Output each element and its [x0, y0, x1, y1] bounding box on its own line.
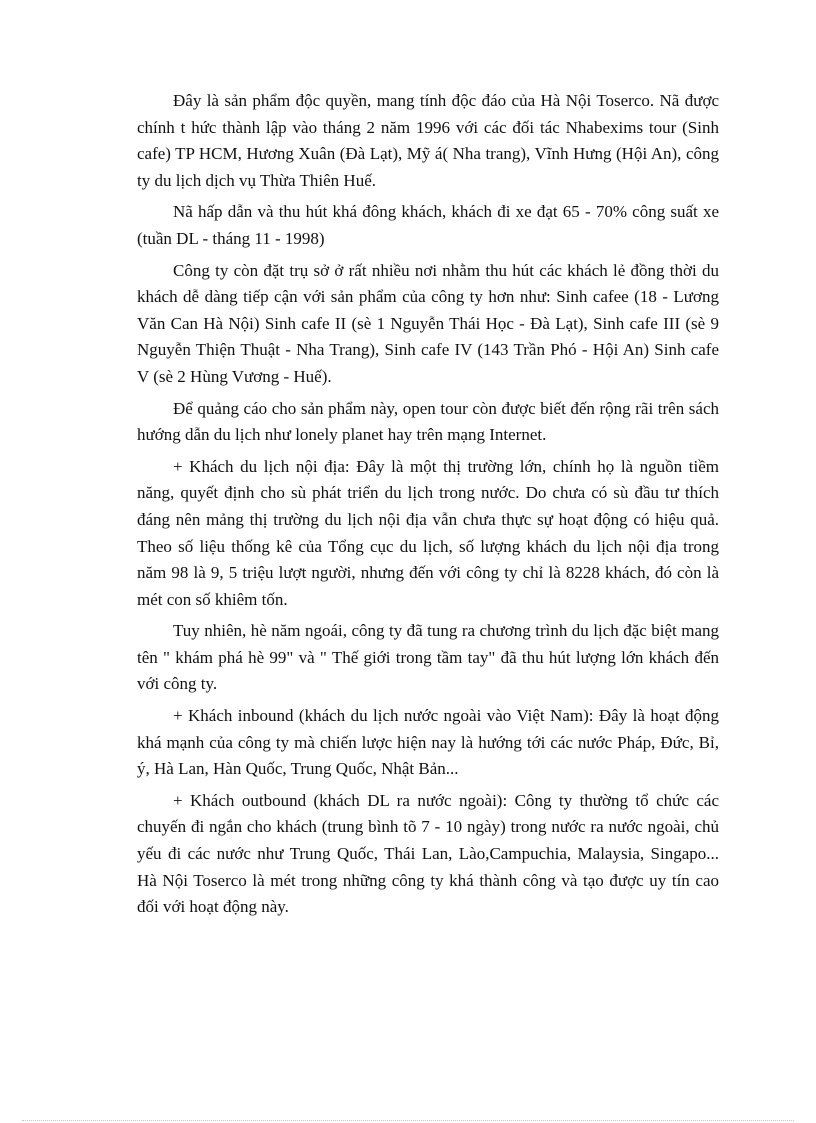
paragraph: Để quảng cáo cho sản phẩm này, open tour còn được biết đến rộng rãi trên sách hướng dẫn du lịch như lonely planet hay trên mạng Internet.: [137, 398, 719, 445]
paragraph: + Khách du lịch nội địa: Đây là một thị trường lớn, chính họ là nguồn tiềm năng, quyết định cho sù phát triển du lịch trong nước. Do chưa có sù đầu tư thích đáng nên mảng thị trường du lịch nội địa vẫn chưa thực sự hoạt động có hiệu quả. Theo số liệu thống kê của Tổng cục du lịch, số lượng khách du lịch nội địa trong năm 98 là 9, 5 triệu lượt người, nhưng đến với công ty chỉ là 8228 khách, đó còn là mét con số khiêm tốn.: [137, 456, 719, 609]
paragraph: Nã hấp dẫn và thu hút khá đông khách, khách đi xe đạt 65 - 70% công suất xe (tuần DL - tháng 11 - 1998): [137, 202, 719, 248]
paragraph: Tuy nhiên, hè năm ngoái, công ty đã tung ra chương trình du lịch đặc biệt mang tên " khám phá hè 99" và " Thế giới trong tầm tay" đã thu hút lượng lớn khách đến với công ty.: [137, 621, 719, 694]
paragraph: + Khách inbound (khách du lịch nước ngoài vào Việt Nam): Đây là hoạt động khá mạnh của công ty mà chiến lược hiện nay là hướng tới các nước Pháp, Đức, Bỉ, ý, Hà Lan, Hàn Quốc, Trung Quốc, Nhật Bản...: [137, 706, 719, 779]
paragraph: Đây là sản phẩm độc quyền, mang tính độc đáo của Hà Nội Toserco. Nã được chính t hức thành lập vào tháng 2 năm 1996 với các đối tác Nhabexims tour (Sinh cafe) TP HCM, Hương Xuân (Đà Lạt), Mỹ á( Nha trang), Vĩnh Hưng (Hội An), công ty du lịch dịch vụ Thừa Thiên Huế.: [137, 91, 719, 190]
paragraph: + Khách outbound (khách DL ra nước ngoài): Công ty thường tổ chức các chuyến đi ngắn cho khách (trung bình tõ 7 - 10 ngày) trong nước ra nước ngoài, chủ yếu đi các nước như Trung Quốc, Thái Lan, Lào,Campuchia, Malaysia, Singapo... Hà Nội Toserco là mét trong những công ty khá thành công và tạo được uy tín cao đối với hoạt động này.: [137, 790, 719, 917]
page-bottom-divider: [22, 1120, 794, 1121]
paragraph: Công ty còn đặt trụ sở ở rất nhiều nơi nhằm thu hút các khách lẻ đồng thời du khách dễ dàng tiếp cận với sản phẩm của công ty hơn như: Sinh cafee (18 - Lương Văn Can Hà Nội) Sinh cafe II (sè 1 Nguyễn Thái Học - Đà Lạt), Sinh cafe III (sè 9 Nguyễn Thiện Thuật - Nha Trang), Sinh cafe IV (143 Trần Phó - Hội An) Sinh cafe V (sè 2 Hùng Vương - Huế).: [137, 260, 719, 386]
document-body: [137, 88, 719, 926]
